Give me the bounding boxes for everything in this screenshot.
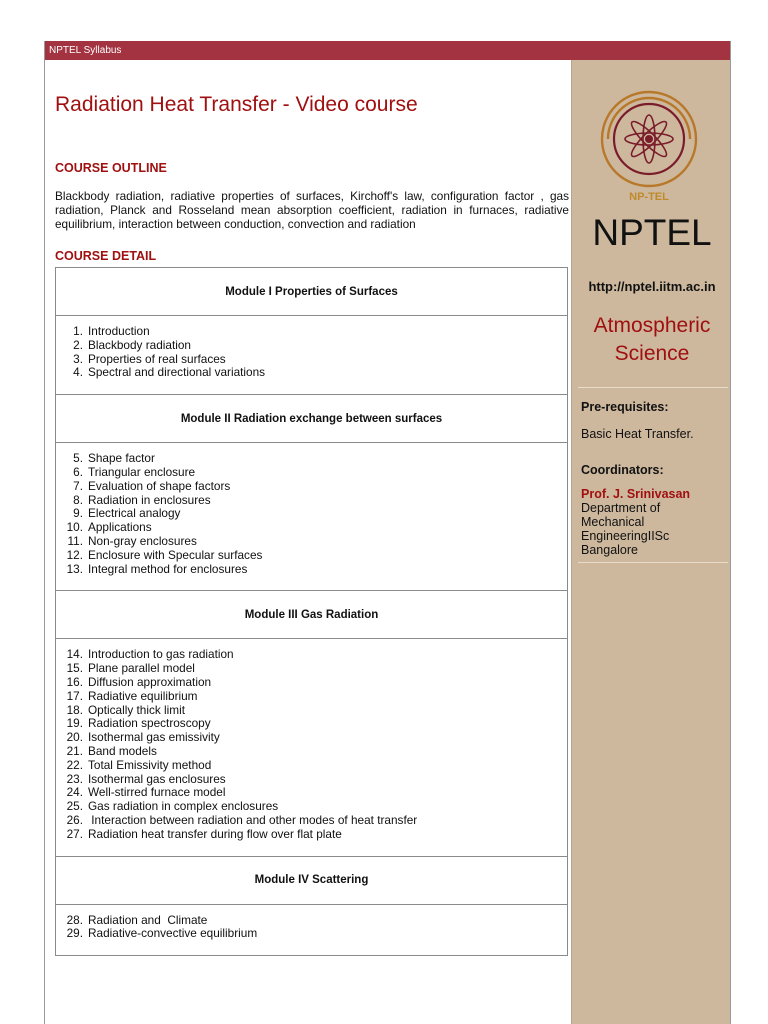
topic-list (56, 325, 567, 380)
topic-text: Total Emissivity method (88, 757, 212, 772)
coordinators-heading: Coordinators: (581, 463, 664, 477)
topic-number: 8. (73, 492, 83, 507)
subject-line-1: Atmospheric (593, 314, 711, 337)
topic-item (56, 773, 567, 787)
topic-text: Band models (88, 743, 157, 758)
topic-number: 25. (66, 799, 83, 814)
header-label: NPTEL Syllabus (49, 45, 122, 56)
topic-number: 29. (66, 926, 83, 941)
topic-item (56, 676, 567, 690)
topic-text: Interaction between radiation and other modes of heat transfer (88, 812, 418, 827)
topic-text: Gas radiation in complex enclosures (88, 799, 279, 814)
topic-number: 2. (73, 337, 83, 352)
topic-number: 1. (73, 324, 83, 338)
topic-text: Non-gray enclosures (88, 533, 197, 548)
detail-heading: COURSE DETAIL (55, 249, 157, 263)
prereq-text: Basic Heat Transfer. (581, 427, 694, 441)
topic-text: Isothermal gas enclosures (88, 771, 226, 786)
topic-item (56, 731, 567, 745)
topic-text: Applications (88, 520, 152, 535)
topic-text: Electrical analogy (88, 506, 181, 521)
coordinator-dept-4: Bangalore (581, 543, 638, 557)
nptel-wordmark: NPTEL (592, 212, 712, 253)
page-frame (44, 41, 731, 1024)
prereq-heading: Pre-requisites: (581, 400, 669, 414)
topic-number: 10. (66, 520, 83, 535)
topic-text: Well-stirred furnace model (88, 785, 226, 800)
module-topics (56, 316, 567, 395)
topic-item (56, 480, 567, 494)
topic-number: 27. (66, 826, 83, 841)
topic-number: 17. (66, 688, 83, 703)
topic-number: 3. (73, 351, 83, 366)
topic-number: 22. (66, 757, 83, 772)
topic-number: 20. (66, 730, 83, 745)
topic-number: 18. (66, 702, 83, 717)
topic-number: 21. (66, 743, 83, 758)
topic-number: 12. (66, 547, 83, 562)
nptel-logo (594, 84, 704, 204)
topic-item (56, 535, 567, 549)
topic-item (56, 786, 567, 800)
topic-number: 4. (73, 365, 83, 380)
module-heading: Module I Properties of Surfaces (56, 268, 567, 316)
coordinator-dept-3: EngineeringIISc (581, 529, 670, 543)
topic-text: Enclosure with Specular surfaces (88, 547, 263, 562)
outline-heading: COURSE OUTLINE (55, 161, 167, 175)
topic-number: 6. (73, 464, 83, 479)
svg-text:NP-TEL: NP-TEL (629, 191, 669, 203)
topic-text: Shape factor (88, 451, 155, 466)
topic-item (56, 800, 567, 814)
sidebar-divider (578, 387, 728, 388)
coordinator-block (581, 487, 690, 557)
topic-number: 15. (66, 661, 83, 676)
modules-table (55, 267, 568, 956)
topic-text: Blackbody radiation (88, 337, 191, 352)
topic-item (56, 828, 567, 842)
topic-number: 28. (66, 912, 83, 927)
coordinator-dept-1: Department of (581, 501, 661, 515)
topic-item (56, 745, 567, 759)
topic-item (56, 521, 567, 535)
topic-text: Properties of real surfaces (88, 351, 226, 366)
topic-text: Introduction (88, 324, 150, 338)
topic-list (56, 914, 567, 942)
topic-text: Integral method for enclosures (88, 561, 248, 576)
topic-number: 19. (66, 716, 83, 731)
topic-text: Plane parallel model (88, 661, 195, 676)
topic-item (56, 549, 567, 563)
topic-number: 7. (73, 478, 83, 493)
course-title: Radiation Heat Transfer - Video course (55, 93, 418, 116)
topic-text: Diffusion approximation (88, 674, 212, 689)
topic-number: 13. (66, 561, 83, 576)
topic-text: Radiation heat transfer during flow over flat plate (88, 826, 342, 841)
topic-item (56, 452, 567, 466)
module-heading: Module III Gas Radiation (56, 591, 567, 639)
topic-text: Optically thick limit (88, 702, 186, 717)
coordinator-name: Prof. J. Srinivasan (581, 487, 691, 501)
topic-number: 11. (67, 533, 83, 548)
nptel-url-link[interactable]: http://nptel.iitm.ac.in (588, 279, 716, 294)
topic-number: 9. (73, 506, 83, 521)
topic-item (56, 759, 567, 773)
topic-list (56, 452, 567, 576)
topic-number: 24. (66, 785, 83, 800)
topic-number: 23. (66, 771, 83, 786)
topic-item (56, 339, 567, 353)
module-topics (56, 443, 567, 591)
topic-text: Isothermal gas emissivity (88, 730, 220, 745)
topic-item (56, 704, 567, 718)
module-heading: Module IV Scattering (56, 857, 567, 905)
topic-text: Triangular enclosure (88, 464, 196, 479)
coordinator-dept-2: Mechanical (581, 515, 645, 529)
topic-item (56, 914, 567, 928)
topic-item (56, 648, 567, 662)
subject-line-2: Science (614, 342, 690, 365)
sidebar-divider (578, 562, 728, 563)
sidebar (571, 60, 731, 1024)
topic-text: Radiation and Climate (88, 912, 208, 927)
topic-item (56, 662, 567, 676)
topic-text: Spectral and directional variations (88, 365, 266, 380)
topic-item (56, 563, 567, 577)
topic-item (56, 717, 567, 731)
topic-text: Radiative equilibrium (88, 688, 198, 703)
topic-text: Evaluation of shape factors (88, 478, 231, 493)
topic-text: Radiation spectroscopy (88, 716, 211, 731)
topic-text: Radiative-convective equilibrium (88, 926, 258, 941)
topic-item (56, 507, 567, 521)
module-topics (56, 905, 567, 956)
topic-item (56, 814, 567, 828)
topic-item (56, 466, 567, 480)
topic-number: 16. (66, 674, 83, 689)
topic-item (56, 690, 567, 704)
outline-text: Blackbody radiation, radiative properties of surfaces, Kirchoff's law, configuration factor , gas radiation, Planck and Rosseland mean absorption coefficient, radiation in furnaces, radiative equilibrium, interaction between conduction, convection and radiation (55, 189, 569, 231)
topic-number: 26. (66, 812, 83, 827)
header-bar (45, 41, 730, 60)
topic-number: 5. (73, 451, 83, 466)
topic-list (56, 648, 567, 841)
topic-item (56, 366, 567, 380)
topic-item (56, 927, 567, 941)
module-heading: Module II Radiation exchange between surfaces (56, 395, 567, 443)
module-topics (56, 639, 567, 856)
topic-text: Introduction to gas radiation (88, 647, 234, 662)
topic-item (56, 325, 567, 339)
topic-item (56, 494, 567, 508)
topic-text: Radiation in enclosures (88, 492, 211, 507)
subject-name (572, 312, 731, 368)
main-content (45, 60, 571, 1024)
topic-item (56, 353, 567, 367)
topic-number: 14. (66, 647, 83, 662)
